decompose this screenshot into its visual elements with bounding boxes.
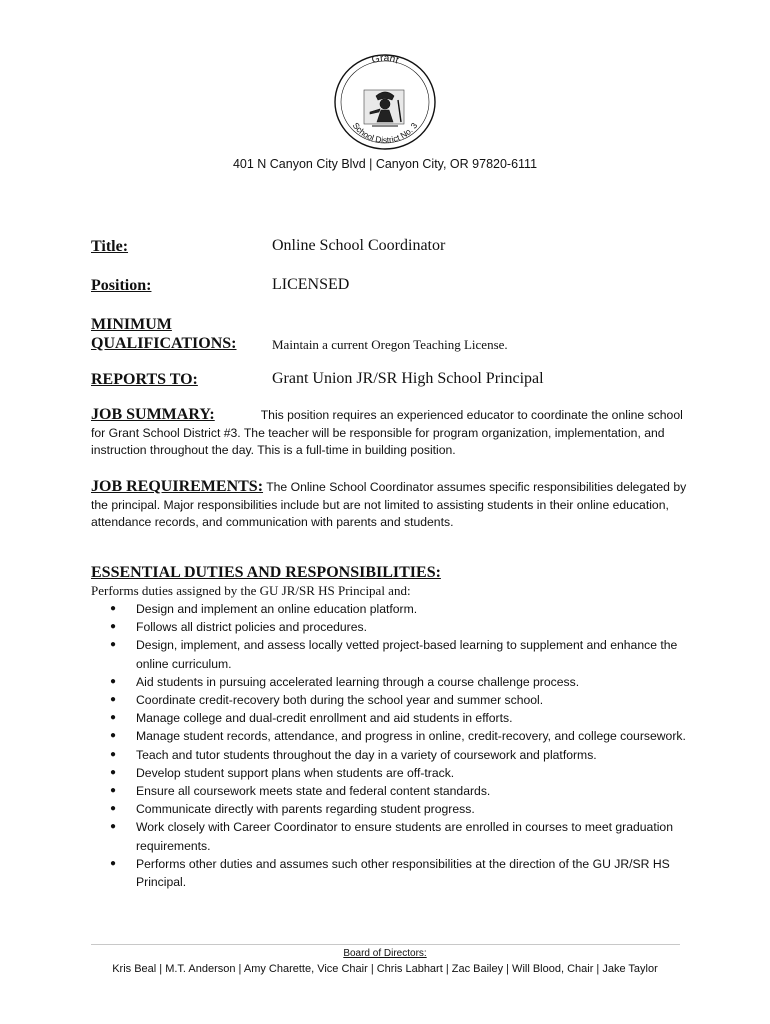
list-item: ● Work closely with Career Coordinator to ensure students are enrolled in courses to meet graduation requirements. (91, 818, 691, 854)
job-summary-text: This position requires an experienced educator to coordinate the online school for Grant School District #3. The teacher will be responsible for program organization, implementation, and instruction throughout the day. This is a full-time in building position. (91, 408, 683, 458)
seal-bottom-text: School District No. 3 (350, 120, 420, 146)
minimum-label-line2: QUALIFICATIONS: (91, 335, 237, 352)
minimum-qualifications-label (91, 315, 237, 353)
reports-to-label: REPORTS TO: (91, 371, 198, 388)
job-summary-heading: JOB SUMMARY: (91, 406, 215, 423)
district-address: 401 N Canyon City Blvd | Canyon City, OR 97820-6111 (232, 157, 538, 171)
list-item: ● Design and implement an online education platform. (91, 600, 691, 618)
seal-top-text: Grant (370, 52, 401, 67)
position-label: Position: (91, 277, 152, 294)
list-item: ● Aid students in pursuing accelerated learning through a course challenge process. (91, 673, 691, 691)
list-item: ● Ensure all coursework meets state and federal content standards. (91, 782, 691, 800)
list-item: ● Follows all district policies and procedures. (91, 618, 691, 636)
job-requirements-text: The Online School Coordinator assumes specific responsibilities delegated by the principal. Major responsibilities include but are not limited to assisting students in their online education, attendance records, and communication with parents and students. (91, 480, 687, 530)
position-value: LICENSED (272, 276, 350, 293)
job-requirements (91, 478, 691, 532)
minimum-qualifications-value: Maintain a current Oregon Teaching License. (272, 337, 508, 352)
job-requirements-heading: JOB REQUIREMENTS: (91, 478, 264, 495)
list-item: ● Performs other duties and assumes such other responsibilities at the direction of the GU JR/SR HS Principal. (91, 855, 691, 891)
list-item: ● Develop student support plans when students are off-track. (91, 764, 691, 782)
title-value: Online School Coordinator (272, 237, 446, 254)
minimum-label-line1: MINIMUM (91, 316, 172, 333)
job-summary (91, 406, 691, 460)
list-item: ● Manage college and dual-credit enrollment and aid students in efforts. (91, 709, 691, 727)
svg-text:Grant (371, 53, 401, 66)
board-title: Board of Directors: (343, 948, 427, 959)
duties-list (91, 600, 691, 891)
list-item: ● Manage student records, attendance, and progress in online, credit-recovery, and college coursework. (91, 727, 691, 745)
reports-to-value: Grant Union JR/SR High School Principal (272, 370, 544, 387)
title-label: Title: (91, 238, 129, 255)
list-item: ● Coordinate credit-recovery both during the school year and summer school. (91, 691, 691, 709)
duties-heading: ESSENTIAL DUTIES AND RESPONSIBILITIES: (91, 564, 441, 581)
list-item: ● Design, implement, and assess locally vetted project-based learning to supplement and enhance the online curriculum. (91, 636, 691, 672)
district-seal-logo (332, 52, 438, 152)
footer-divider (91, 944, 680, 945)
duties-intro: Performs duties assigned by the GU JR/SR HS Principal and: (91, 583, 411, 598)
board-names: Kris Beal | M.T. Anderson | Amy Charette, Vice Chair | Chris Labhart | Zac Bailey | Will Blood, Chair | Jake Taylor (112, 963, 658, 975)
list-item: ● Teach and tutor students throughout the day in a variety of coursework and platforms. (91, 746, 691, 764)
list-item: ● Communicate directly with parents regarding student progress. (91, 800, 691, 818)
seal-figure-icon (364, 90, 404, 126)
